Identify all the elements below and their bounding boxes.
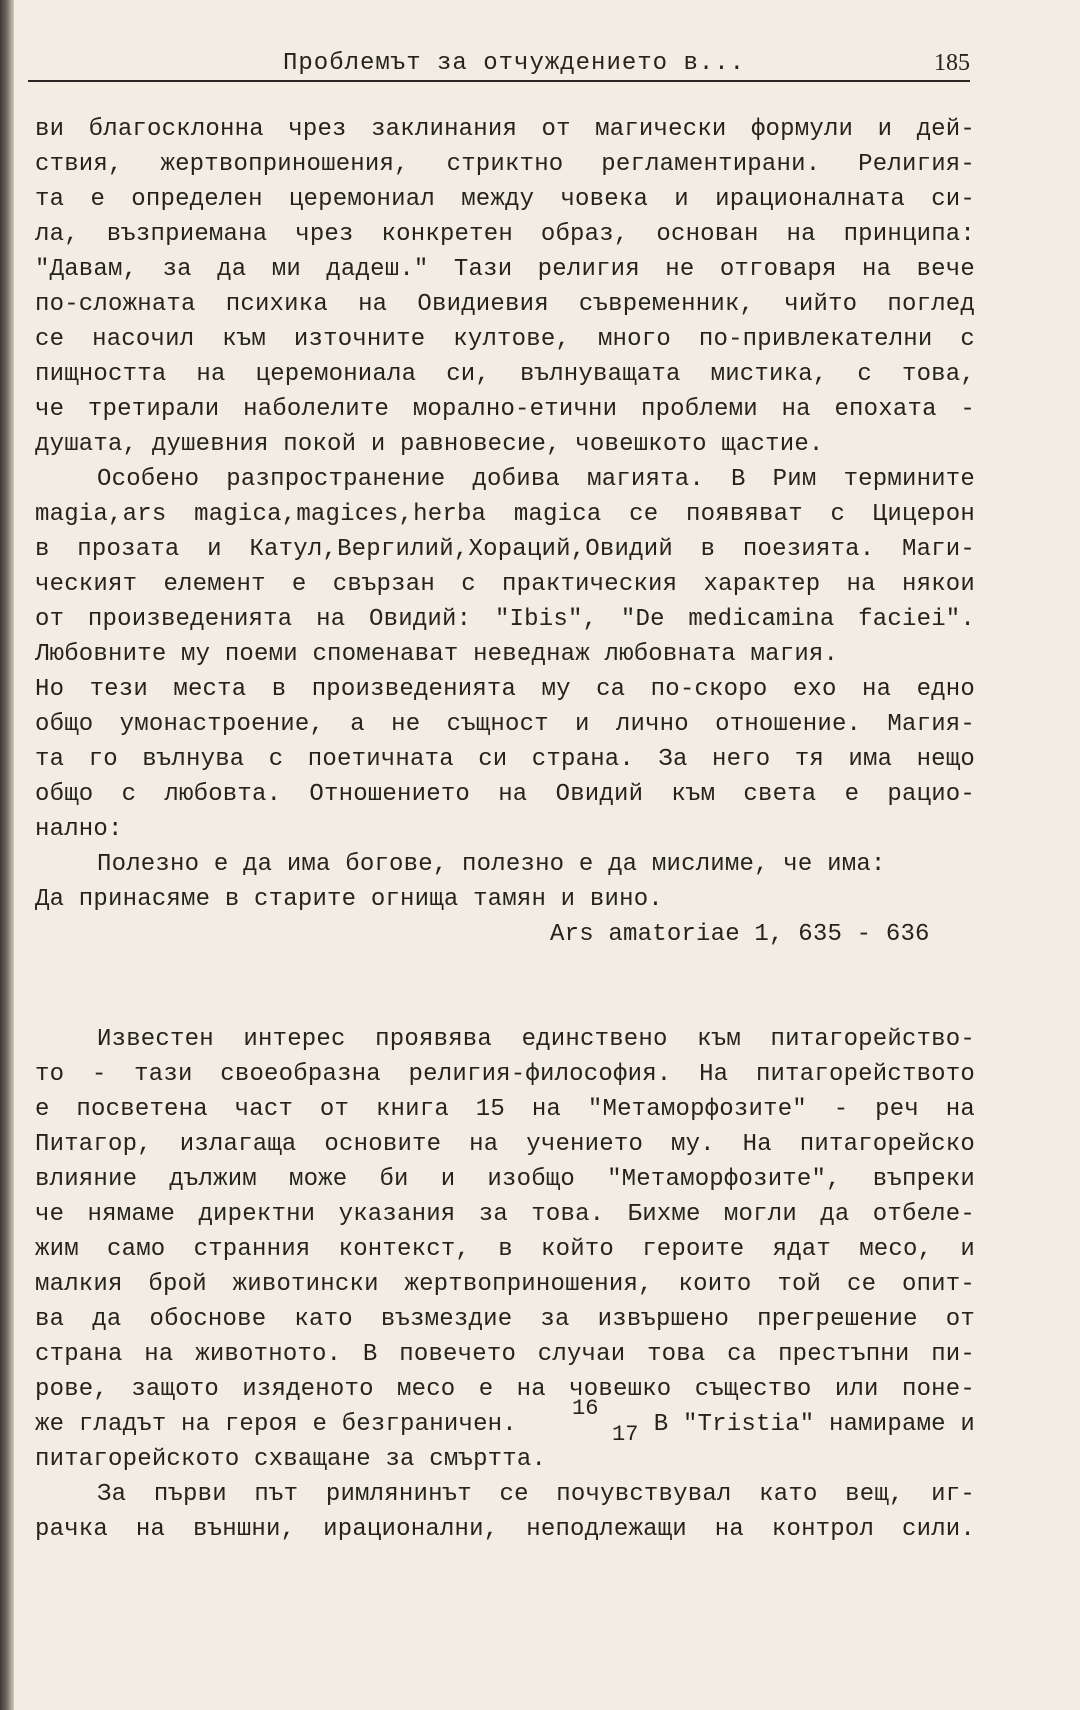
text-line: же гладът на героя е безграничен. (35, 1411, 517, 1438)
running-header (28, 50, 970, 82)
text-line: влияние дължим може би и изобщо "Метаморфозите", въпреки (35, 1166, 975, 1193)
text-line: ла, възприемана чрез конкретен образ, основан на принципа: (35, 221, 975, 248)
text-line: magia,ars magica,magices,herba magica се появяват с Цицерон (35, 501, 975, 528)
text-line: жим само странния контекст, в който героите ядат месо, и (35, 1236, 975, 1263)
text-line: в прозата и Катул,Вергилий,Хораций,Овидий в поезията. Маги- (35, 536, 975, 563)
footnote-ref[interactable]: 16 (572, 1396, 599, 1421)
footnote-ref[interactable]: 17 (612, 1422, 639, 1447)
book-binding-edge (0, 0, 14, 1710)
text-line: ви благосклонна чрез заклинания от магически формули и дей- (35, 116, 975, 143)
text-line: че третирали наболелите морално-етични проблеми на епохата - (35, 396, 975, 423)
quote-line: Полезно е да има богове, полезно е да мислиме, че има: (97, 851, 886, 878)
text-line: ческият елемент е свързан с практическия характер на някои (35, 571, 975, 598)
quote-line: Да принасяме в старите огнища тамян и вино. (35, 886, 663, 913)
text-line: "Давам, за да ми дадеш." Тази религия не отговаря на вече (35, 256, 975, 283)
text-line: малкия брой животински жертвоприношения, които той се опит- (35, 1271, 975, 1298)
text-line: е посветена част от книга 15 на "Метаморфозите" - реч на (35, 1096, 975, 1123)
text-line: ствия, жертвоприношения, стриктно регламентирани. Религия- (35, 151, 975, 178)
text-line: рове, защото изяденото месо е на човешко същество или поне- (35, 1376, 975, 1403)
text-line: от произведенията на Овидий: "Ibis", "De medicamina faciei". (35, 606, 975, 633)
text-line: та е определен церемониал между човека и ирационалната си- (35, 186, 975, 213)
page-number: 185 (934, 50, 970, 76)
text-line: че нямаме директни указания за това. Бихме могли да отбеле- (35, 1201, 975, 1228)
text-line: по-сложната психика на Овидиевия съвременник, чийто поглед (35, 291, 975, 318)
text-line: Но тези места в произведенията му са по-скоро ехо на едно (35, 676, 975, 703)
text-line: пищността на церемониала си, вълнуващата мистика, с това, (35, 361, 975, 388)
text-line: се насочил към източните култове, много по-привлекателни с (35, 326, 975, 353)
text-line: В "Tristia" намираме и (653, 1411, 975, 1438)
text-line: душата, душевния покой и равновесие, човешкото щастие. (35, 431, 824, 458)
text-line: та го вълнува с поетичната си страна. За него тя има нещо (35, 746, 975, 773)
text-line: то - тази своеобразна религия-философия. На питагорейството (35, 1061, 975, 1088)
text-line: Питагор, излагаща основите на учението му. На питагорейско (35, 1131, 975, 1158)
running-title: Проблемът за отчуждението в... (283, 50, 746, 77)
text-line: ва да обоснове като възмездие за извършено прегрешение от (35, 1306, 975, 1333)
text-line: нално: (35, 816, 123, 843)
text-line: За първи път римлянинът се почувствувал като вещ, иг- (97, 1481, 975, 1508)
text-line: общо умонастроение, а не същност и лично отношение. Магия- (35, 711, 975, 738)
text-line: питагорейското схващане за смъртта. (35, 1446, 547, 1473)
text-line: Особено разпространение добива магията. В Рим термините (97, 466, 975, 493)
text-line: рачка на външни, ирационални, неподлежащи на контрол сили. (35, 1516, 975, 1543)
text-line: Любовните му поеми споменават неведнаж любовната магия. (35, 641, 839, 668)
text-line: общо с любовта. Отношението на Овидий към света е рацио- (35, 781, 975, 808)
text-line: страна на животното. В повечето случаи това са престъпни пи- (35, 1341, 975, 1368)
text-line: Известен интерес проявява единствено към питагорейство- (97, 1026, 975, 1053)
quote-citation: Ars amatoriae 1, 635 - 636 (550, 921, 930, 948)
